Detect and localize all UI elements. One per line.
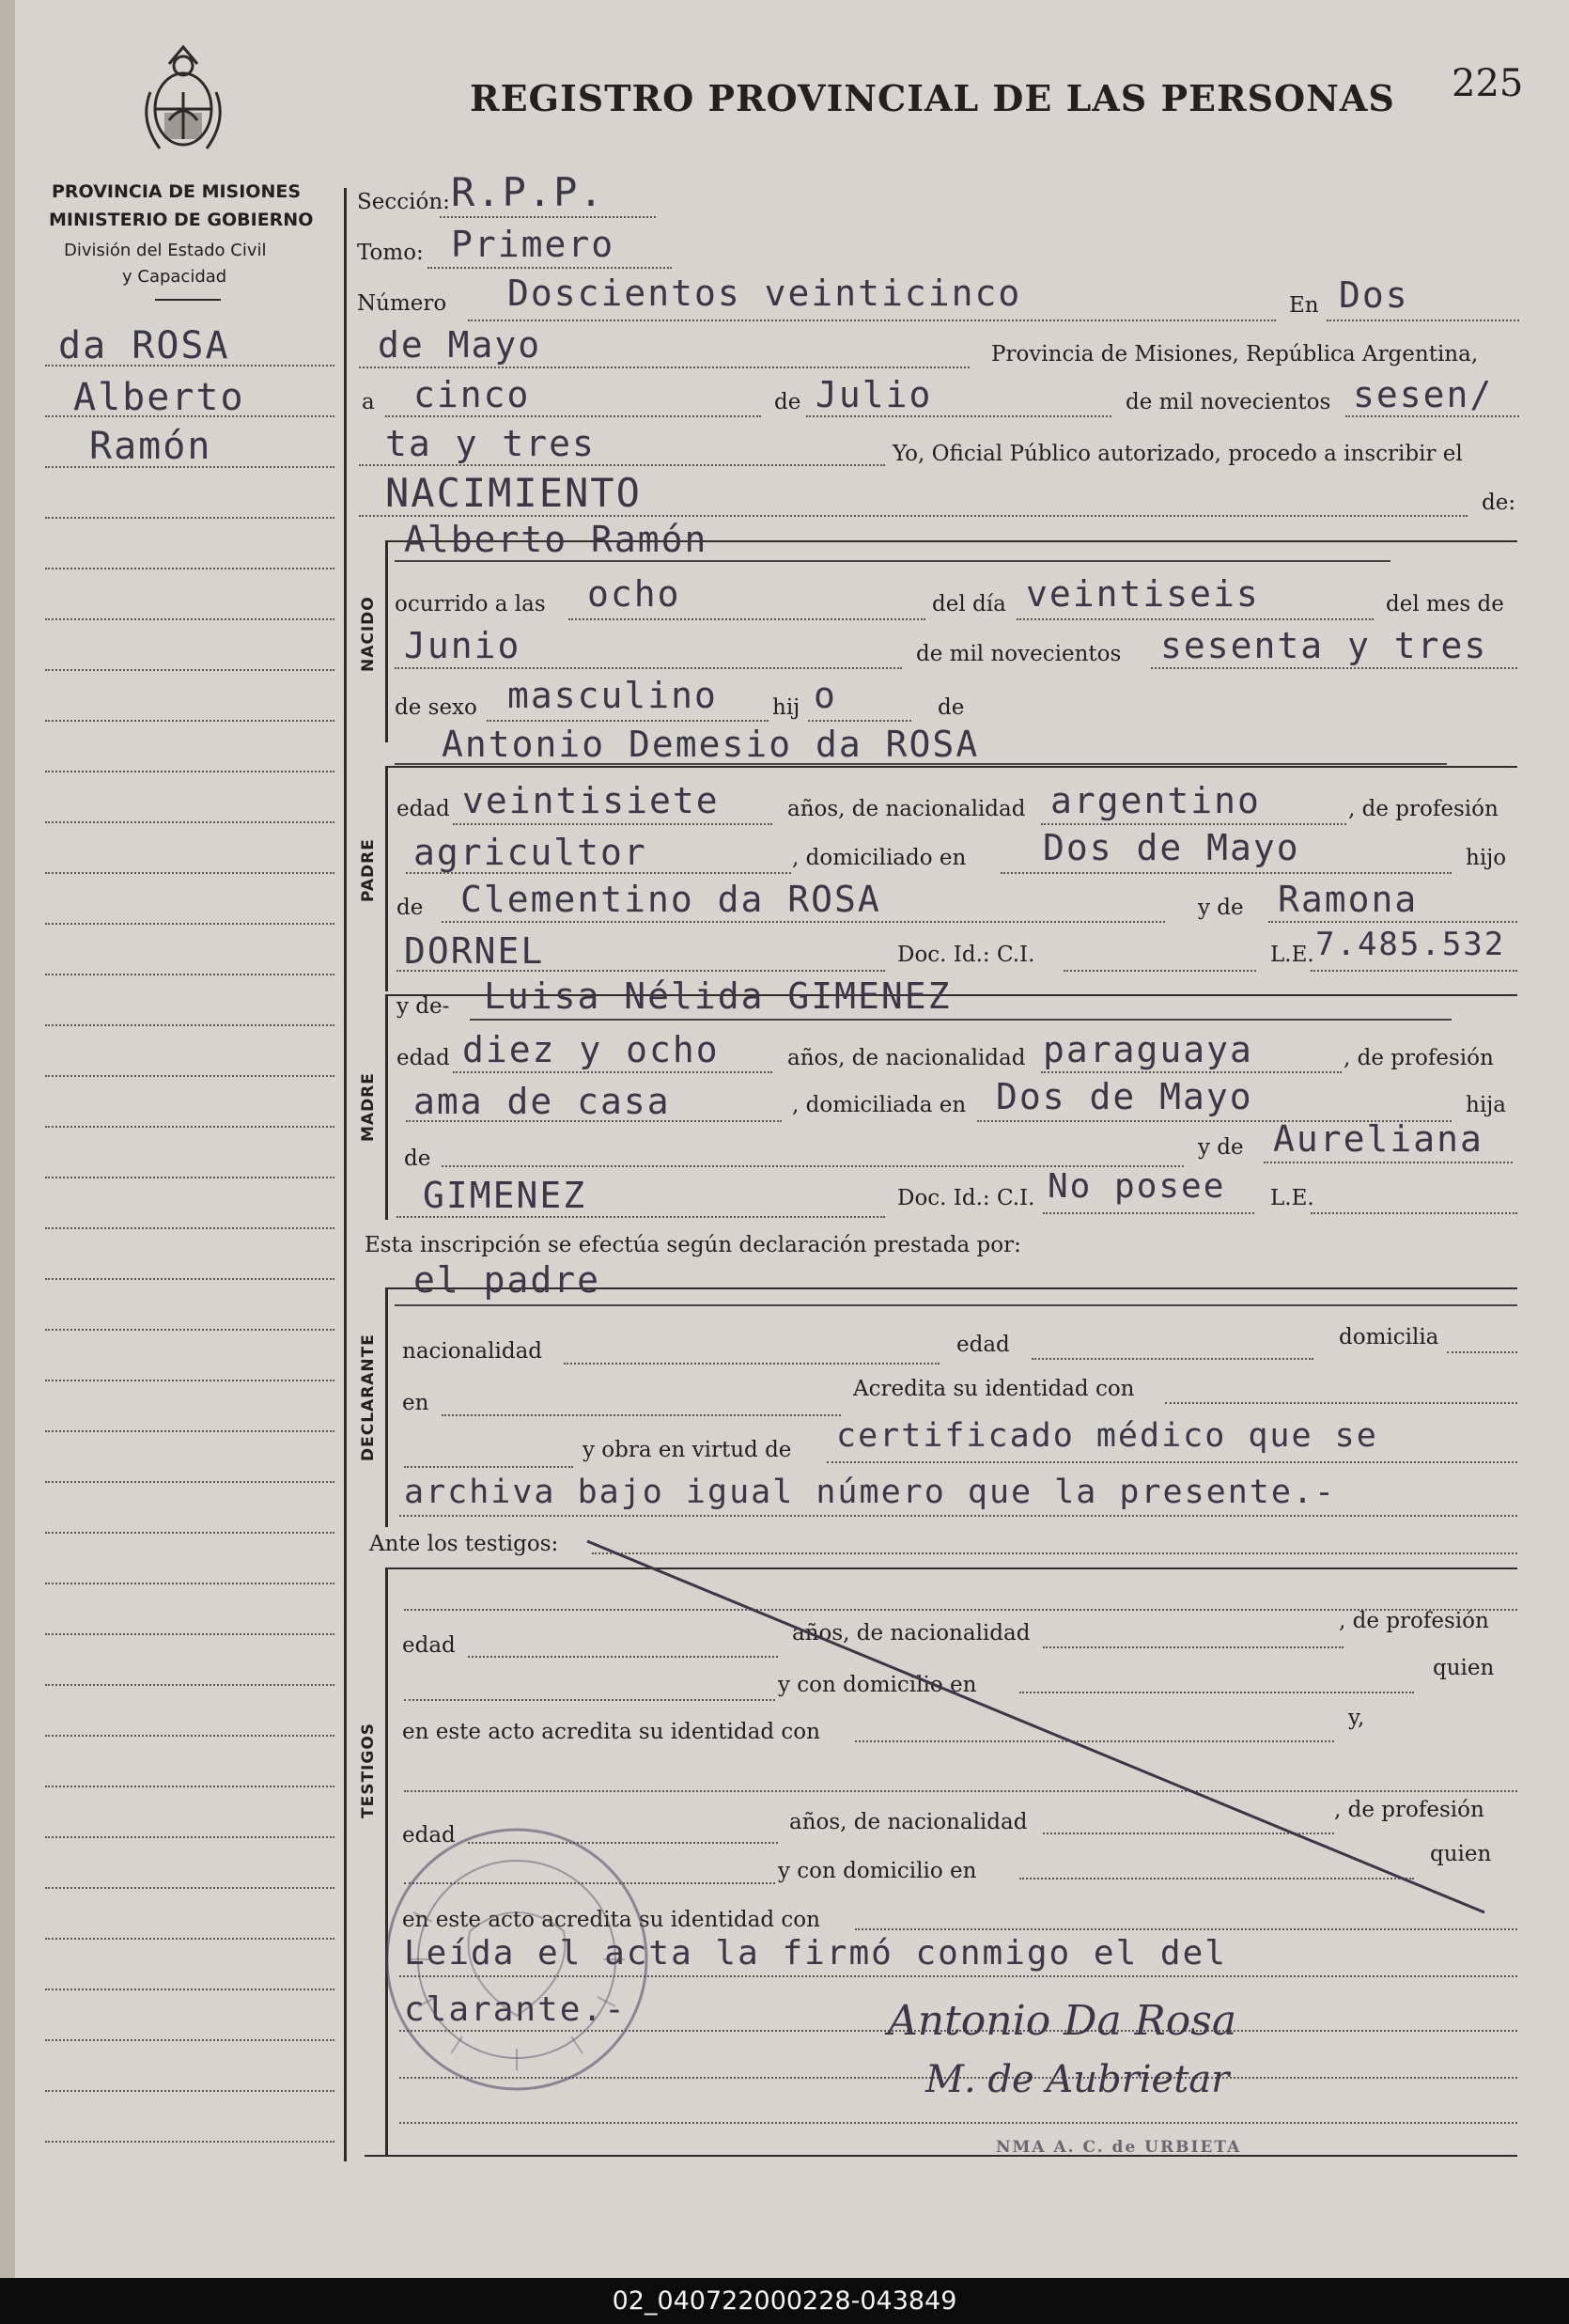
madre-le-label: L.E.	[1270, 1186, 1314, 1210]
margin-rule	[45, 1836, 334, 1838]
padre-y-de-label: y de	[1198, 896, 1244, 920]
declarante-obra-value: certificado médico que se	[836, 1417, 1378, 1455]
padre-dom-label: , domiciliado en	[792, 846, 967, 870]
padre-section-label: PADRE	[359, 838, 378, 902]
a-label: a	[362, 390, 375, 414]
year-value-2: ta y tres	[385, 423, 596, 464]
declarante-dom-label: domicilia	[1339, 1325, 1439, 1349]
nacido-name: Alberto Ramón	[404, 519, 708, 560]
page-number: 225	[1452, 62, 1524, 105]
padre-father-value: Clementino da ROSA	[460, 879, 881, 920]
seccion-value: R.P.P.	[451, 169, 605, 215]
padre-dom-value: Dos de Mayo	[1043, 827, 1300, 868]
margin-rule	[45, 1227, 334, 1229]
year-value: sesen/	[1353, 374, 1494, 415]
madre-edad-value: diez y ocho	[462, 1029, 720, 1070]
margin-rule	[45, 517, 334, 519]
margin-rule	[45, 1786, 334, 1787]
declarante-acredita-label: Acredita su identidad con	[853, 1377, 1135, 1401]
declarante-name: el padre	[413, 1259, 601, 1301]
margin-rule	[45, 872, 334, 874]
margin-rule	[45, 1329, 334, 1331]
declarante-obra-label: y obra en virtud de	[583, 1438, 792, 1462]
padre-prof-label: , de profesión	[1348, 797, 1499, 821]
official-signature: M. de Aubrietar	[925, 2058, 1230, 2101]
padre-prof-value: agricultor	[413, 832, 647, 873]
margin-rule	[45, 568, 334, 569]
image-id-bar	[0, 2278, 1569, 2324]
coat-of-arms-icon	[132, 36, 235, 167]
margin-rule	[45, 1380, 334, 1381]
madre-name: Luisa Nélida GIMENEZ	[484, 975, 952, 1017]
madre-y-de-label: y de-	[396, 994, 450, 1019]
madre-mother-value-2: GIMENEZ	[423, 1175, 587, 1216]
en-value: Dos	[1339, 274, 1409, 316]
margin-rule	[45, 974, 334, 975]
declarante-nac-label: nacionalidad	[402, 1339, 543, 1364]
margin-rule	[45, 1177, 334, 1178]
madre-de-label: de	[404, 1146, 431, 1171]
margin-rule	[45, 720, 334, 722]
testigos-intro: Ante los testigos:	[369, 1532, 559, 1556]
padre-mother-value-2: DORNEL	[404, 930, 545, 972]
madre-prof-value: ama de casa	[413, 1081, 671, 1122]
margin-rule	[45, 1684, 334, 1686]
ministry-label: MINISTERIO DE GOBIERNO	[49, 210, 314, 230]
padre-le-label: L.E.	[1270, 943, 1314, 967]
margin-rule	[45, 1278, 334, 1280]
padre-edad-label: edad	[396, 797, 450, 821]
testigo1-prof-label: , de profesión	[1339, 1609, 1489, 1633]
binding-edge	[0, 0, 15, 2278]
declarant-signature: Antonio Da Rosa	[888, 1997, 1237, 2045]
margin-rule	[45, 923, 334, 925]
sexo-value: masculino	[507, 675, 718, 716]
hour-value: ocho	[587, 573, 681, 615]
margin-rule	[45, 1583, 334, 1584]
margin-rule	[45, 1126, 334, 1128]
testigo1-y-label: y,	[1348, 1706, 1365, 1730]
padre-name: Antonio Demesio da ROSA	[442, 724, 980, 765]
margin-given-name: Alberto	[73, 376, 245, 419]
nacido-year-label: de mil novecientos	[916, 642, 1122, 666]
testigos-section-label: TESTIGOS	[359, 1722, 378, 1818]
division-label: División del Estado Civil	[64, 241, 267, 260]
testigo1-quien-label: quien	[1433, 1656, 1495, 1680]
testigo2-edad-label: edad	[402, 1823, 456, 1848]
image-id: 02_040722000228-043849	[612, 2286, 957, 2316]
hijo-label: hij	[772, 695, 800, 720]
madre-doc-value: No posee	[1048, 1167, 1226, 1206]
testigo1-dom-label: y con domicilio en	[778, 1673, 977, 1697]
main-border	[344, 188, 347, 2161]
margin-rule	[45, 1887, 334, 1889]
madre-nac-label: años, de nacionalidad	[787, 1046, 1026, 1070]
madre-dom-label: , domiciliada en	[792, 1093, 967, 1117]
margin-rule	[45, 2090, 334, 2092]
closing-text-2: clarante.-	[404, 1990, 627, 2029]
padre-edad-value: veintisiete	[462, 780, 720, 821]
testigo2-quien-label: quien	[1430, 1842, 1492, 1866]
declarante-edad-label: edad	[956, 1333, 1010, 1357]
margin-rule	[45, 1532, 334, 1534]
nacido-section-label: NACIDO	[359, 596, 378, 672]
madre-edad-label: edad	[396, 1046, 450, 1070]
tomo-label: Tomo:	[357, 241, 424, 265]
margin-rule	[45, 1735, 334, 1737]
margin-rule	[45, 771, 334, 772]
padre-nac-label: años, de nacionalidad	[787, 797, 1026, 821]
madre-hija-label: hija	[1466, 1093, 1507, 1117]
official-seal-icon	[376, 1818, 658, 2100]
margin-rule	[45, 1481, 334, 1483]
margin-rule	[45, 1989, 334, 1990]
padre-de-label: de	[396, 896, 424, 920]
margin-rule	[45, 618, 334, 620]
document-title: REGISTRO PROVINCIAL DE LAS PERSONAS	[470, 77, 1395, 119]
month-value: Julio	[816, 374, 933, 415]
testigo2-nac-label: años, de nacionalidad	[789, 1810, 1028, 1834]
strike-line	[583, 1532, 1522, 1926]
margin-second-name: Ramón	[89, 425, 212, 468]
declarante-intro: Esta inscripción se efectúa según declaración prestada por:	[365, 1233, 1021, 1257]
seccion-label: Sección:	[357, 190, 450, 214]
padre-nac-value: argentino	[1050, 780, 1261, 821]
margin-rule	[45, 2039, 334, 2041]
de-colon: de:	[1482, 491, 1516, 515]
division-label-2: y Capacidad	[122, 267, 227, 287]
nacido-year-value: sesenta y tres	[1160, 625, 1488, 666]
margin-rule	[45, 1938, 334, 1940]
margin-surname: da ROSA	[58, 324, 230, 367]
margin-rule	[45, 2141, 334, 2143]
del-mes-label: del mes de	[1386, 592, 1504, 616]
tomo-value: Primero	[451, 224, 615, 265]
nacido-day-value: veintiseis	[1026, 573, 1260, 615]
official-text: Yo, Oficial Público autorizado, procedo a inscribir el	[893, 442, 1463, 466]
margin-rule	[45, 1430, 334, 1432]
testigo1-edad-label: edad	[402, 1633, 456, 1658]
year-label: de mil novecientos	[1126, 390, 1331, 414]
province-label: PROVINCIA DE MISIONES	[52, 181, 302, 202]
padre-hijo-label: hijo	[1466, 846, 1507, 870]
testigo2-acto-label: en este acto acredita su identidad con	[402, 1908, 820, 1932]
hijo-value: o	[814, 675, 837, 716]
en-label: En	[1289, 293, 1319, 318]
act-value: NACIMIENTO	[385, 470, 642, 516]
madre-y-de-2-label: y de	[1198, 1135, 1244, 1160]
padre-doc-label: Doc. Id.: C.I.	[897, 943, 1035, 967]
madre-nac-value: paraguaya	[1043, 1029, 1253, 1070]
closing-text: Leída el acta la firmó conmigo el del	[404, 1934, 1227, 1973]
province-text: Provincia de Misiones, República Argentina,	[991, 342, 1479, 367]
madre-dom-value: Dos de Mayo	[996, 1076, 1253, 1117]
testigo1-acto-label: en este acto acredita su identidad con	[402, 1720, 820, 1744]
day-value: cinco	[413, 374, 531, 415]
madre-doc-label: Doc. Id.: C.I.	[897, 1186, 1035, 1210]
testigo2-dom-label: y con domicilio en	[778, 1859, 977, 1883]
margin-rule	[45, 821, 334, 823]
testigo1-nac-label: años, de nacionalidad	[792, 1621, 1031, 1646]
margin-rule	[45, 1024, 334, 1026]
official-name-stamp: NMA A. C. de URBIETA	[996, 2138, 1242, 2157]
margin-rule	[45, 669, 334, 671]
testigo2-prof-label: , de profesión	[1334, 1798, 1484, 1822]
del-dia-label: del día	[932, 592, 1006, 616]
nacido-month-value: Junio	[404, 625, 521, 666]
padre-mother-value: Ramona	[1278, 879, 1419, 920]
padre-le-value: 7.485.532	[1315, 926, 1506, 963]
en-value-2: de Mayo	[378, 324, 542, 366]
madre-prof-label: , de profesión	[1344, 1046, 1494, 1070]
margin-rule	[45, 1075, 334, 1077]
madre-mother-value: Aureliana	[1273, 1118, 1484, 1160]
de-label: de	[774, 390, 801, 414]
ocurrido-label: ocurrido a las	[395, 592, 546, 616]
header-rule	[155, 299, 221, 301]
declarante-obra-value-2: archiva bajo igual número que la presente.-	[404, 1474, 1337, 1511]
numero-value: Doscientos veinticinco	[507, 273, 1022, 314]
declarante-section-label: DECLARANTE	[359, 1334, 378, 1461]
nacido-de-label: de	[938, 695, 965, 720]
sexo-label: de sexo	[395, 695, 477, 720]
margin-rule	[45, 1633, 334, 1635]
numero-label: Número	[357, 291, 447, 316]
madre-section-label: MADRE	[359, 1072, 378, 1142]
declarante-en-label: en	[402, 1391, 429, 1415]
